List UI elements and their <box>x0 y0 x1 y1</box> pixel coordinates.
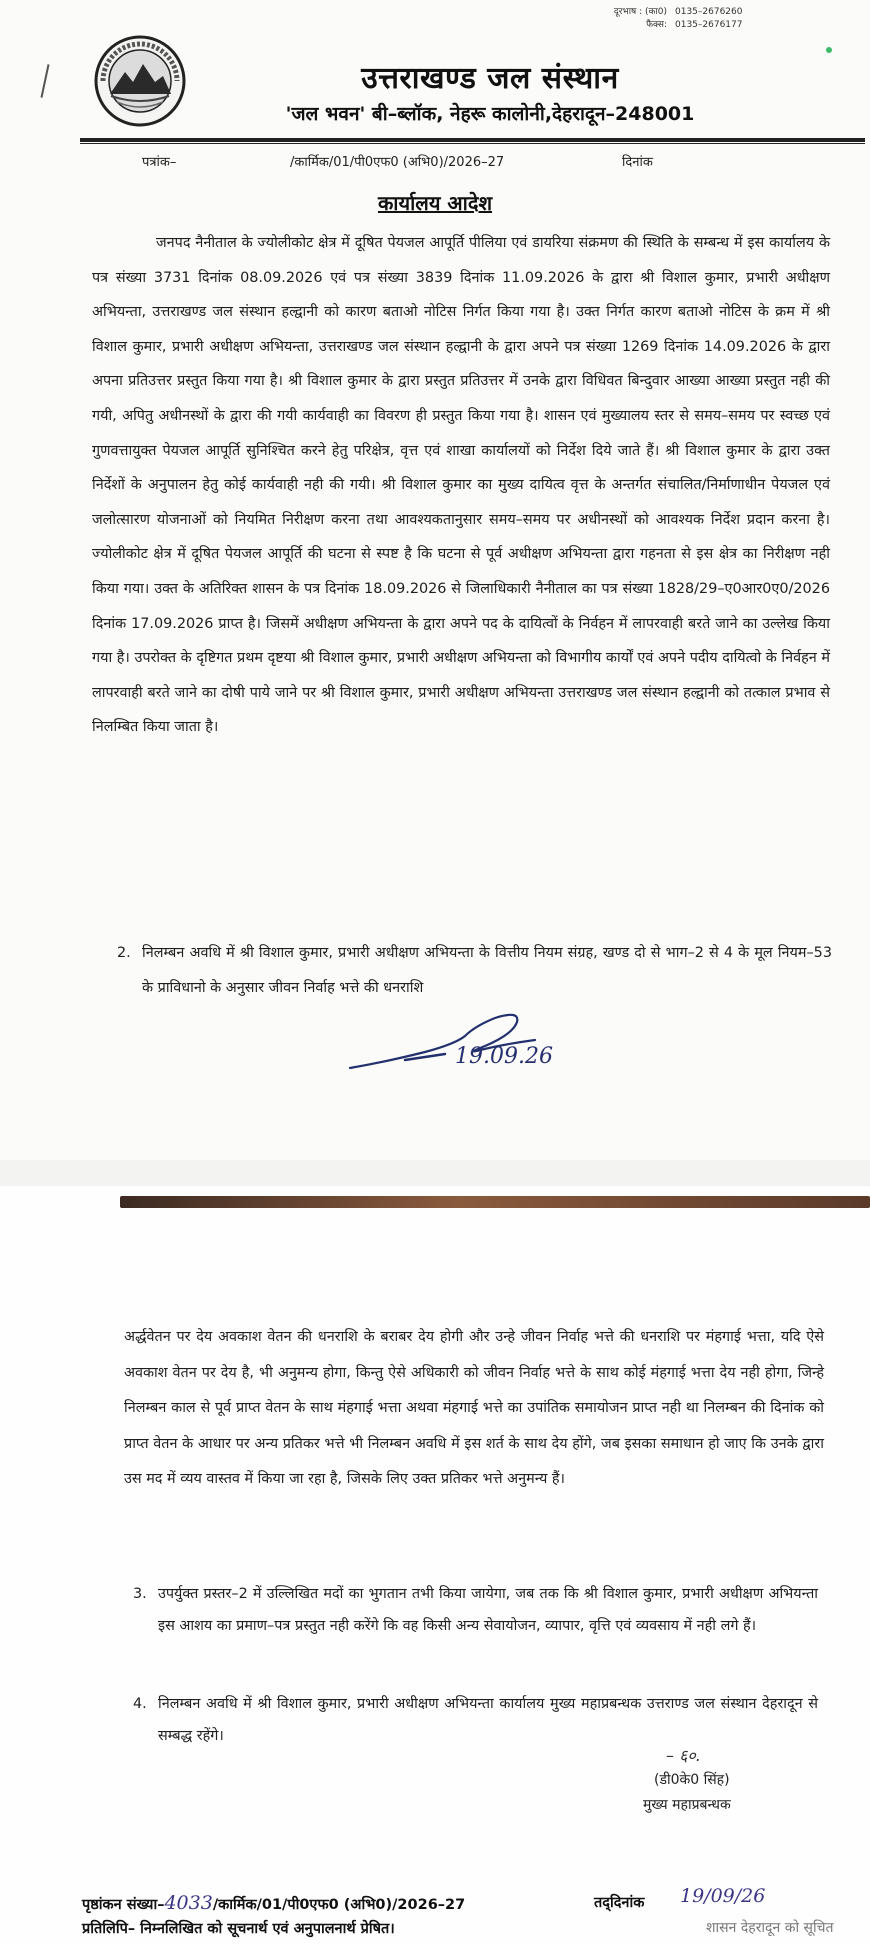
reference-date-label: दिनांक <box>622 155 653 170</box>
point-2-number: 2. <box>117 945 131 961</box>
fax-label: फैक्स: <box>646 20 667 30</box>
order-heading: कार्यालय आदेश <box>377 191 493 215</box>
point-3-number: 3. <box>133 1586 147 1602</box>
point-3-text: उपर्युक्त प्रस्तर–2 में उल्लिखित मदों का भुगतान तभी किया जायेगा, जब तक कि श्री विशाल कुमार, प्रभारी अधीक्षण अभियन्ता इस आशय का प्रमाण–पत्र प्रस्तुत नही करेंगे कि वह किसी अन्य सेवायोजन, व्यापार, वृत्ति एवं व्यवसाय में नही लगे हैं। <box>158 1586 819 1634</box>
order-point-2-part-a <box>117 936 832 1005</box>
signature-date: 19.09.26 <box>455 1044 553 1069</box>
endorsement-date: 19/09/26 <box>680 1885 766 1907</box>
organization-name: उत्तराखण्ड जल संस्थान <box>361 61 619 96</box>
phone-label: दूरभाष : (का0) <box>613 7 667 17</box>
order-sheet-page-2 <box>0 1186 870 1944</box>
order-point-4 <box>133 1688 818 1752</box>
endorsement-date-label: तद्‌दिनांक <box>594 1895 645 1911</box>
page-gap <box>0 1160 870 1186</box>
signatory-name: (डी0के0 सिंह) <box>654 1772 730 1788</box>
organization-address: 'जल भवन' बी–ब्लॉक, नेहरू कालोनी,देहरादून–248001 <box>285 103 695 125</box>
copy-to-tail: शासन देहरादून को सूचित <box>706 1920 834 1936</box>
page-2-top-edge <box>120 1196 870 1208</box>
organization-logo-icon <box>93 34 187 128</box>
endorsement-line <box>82 1892 465 1914</box>
scan-dot <box>826 47 832 53</box>
fax-number: 0135–2676177 <box>675 20 743 30</box>
order-paragraph-1: जनपद नैनीताल के ज्योलीकोट क्षेत्र में दूषित पेयजल आपूर्ति पीलिया एवं डायरिया संक्रमण की स्थिति के सम्बन्ध में इस कार्यालय के पत्र संख्या 3731 दिनांक 08.09.2026 एवं पत्र संख्या 3839 दिनांक 11.09.2026 के द्वारा श्री विशाल कुमार, प्रभारी अधीक्षण अभियन्ता, उत्तराखण्ड जल संस्थान हल्द्वानी को कारण बताओ नोटिस निर्गत किया गया है। उक्त निर्गत कारण बताओ नोटिस के क्रम में श्री विशाल कुमार, प्रभारी अधीक्षण अभियन्ता, उत्तराखण्ड जल संस्थान हल्द्वानी के द्वारा अपने पत्र संख्या 1269 दिनांक 14.09.2026 के द्वारा अपना प्रतिउत्तर प्रस्तुत किया गया है। श्री विशाल कुमार के द्वारा प्रस्तुत प्रतिउत्तर में उनके द्वारा विधिवत बिन्दुवार आख्या आख्या प्रस्तुत नही की गयी, अपितु अधीनस्थों के द्वारा की गयी कार्यवाही का विवरण ही प्रस्तुत किया गया है। शासन एवं मुख्यालय स्तर से समय–समय पर स्वच्छ एवं गुणवत्तायुक्त पेयजल आपूर्ति सुनिश्चित करने हेतु परिक्षेत्र, वृत्त एवं शाखा कार्यालयों को निर्देश दिये जाते हैं। श्री विशाल कुमार के द्वारा उक्त निर्देशों के अनुपालन हेतु कोई कार्यवाही नही की गयी। श्री विशाल कुमार का मुख्य दायित्व वृत्त के अन्तर्गत संचालित/निर्माणाधीन पेयजल एवं जलोत्सारण योजनाओं को नियमित निरीक्षण करना तथा आवश्यकतानुसार समय–समय पर अधीनस्थों को आवश्यक निर्देश प्रदान करना है। ज्योलीकोट क्षेत्र में दूषित पेयजल आपूर्ति की घटना से स्पष्ट है कि घटना से पूर्व अधीक्षण अभियन्ता द्वारा गहनता से इस क्षेत्र का निरीक्षण नही किया गया। उक्त के अतिरिक्त शासन के पत्र दिनांक 18.09.2026 से जिलाधिकारी नैनीताल का पत्र संख्या 1828/29–ए0आर0ए0/2026 दिनांक 17.09.2026 प्राप्त है। जिसमें अधीक्षण अभियन्ता के द्वारा अपने पद के दायित्वों के निर्वहन में लापरवाही बरते जाने का उल्लेख किया गया है। उपरोक्त के दृष्टिगत प्रथम दृष्टया श्री विशाल कुमार, प्रभारी अधीक्षण अभियन्ता को विभागीय कार्यों एवं अपने पदीय दायित्वो के निर्वहन में लापरवाही बरते जाने का दोषी पाये जाने पर श्री विशाल कुमार, प्रभारी अधीक्षण अभियन्ता उत्तराखण्ड जल संस्थान हल्द्वानी को तत्काल प्रभाव से निलम्बित किया जाता है। <box>92 235 830 736</box>
header-rule-thin <box>80 143 865 144</box>
signatory-initials: – ६०. <box>666 1746 701 1765</box>
endorsement-label: पृष्ठांकन संख्या– <box>82 1897 165 1913</box>
order-point-3 <box>133 1578 819 1642</box>
order-point-2-part-b: अर्द्धवेतन पर देय अवकाश वेतन की धनराशि के बराबर देय होगी और उन्हे जीवन निर्वाह भत्ते की धनराशि पर मंहगाई भत्ता, यदि ऐसे अवकाश वेतन पर देय है, भी अनुमन्य होगा, किन्तु ऐसे अधिकारी को जीवन निर्वाह भत्ते के साथ कोई मंहगाई भत्ता देय नही होगा, जिन्हे निलम्बन काल से पूर्व प्राप्त वेतन के साथ मंहगाई भत्ता अथवा मंहगाई भत्ते का उपांतिक समायोजन प्राप्त नही था निलम्बन की दिनांक को प्राप्त वेतन के आधार पर अन्य प्रतिकर भत्ते भी निलम्बन अवधि में इस शर्त के साथ देय होंगे, जब इसका समाधान हो जाए कि उनके द्वारा उस मद में व्यय वास्तव में किया जा रहा है, जिसके लिए उक्त प्रतिकर भत्ते अनुमन्य हैं। <box>124 1329 825 1488</box>
endorsement-reference: /कार्मिक/01/पी0एफ0 (अभि0)/2026–27 <box>212 1897 466 1913</box>
reference-label: पत्रांक– <box>142 155 177 170</box>
point-4-text: निलम्बन अवधि में श्री विशाल कुमार, प्रभारी अधीक्षण अभियन्ता कार्यालय मुख्य महाप्रबन्धक उत्तराण्ड जल संस्थान देहरादून से सम्बद्ध रहेंगे। <box>158 1696 818 1744</box>
point-2-text-a: निलम्बन अवधि में श्री विशाल कुमार, प्रभारी अधीक्षण अभियन्ता के वित्तीय नियम संग्रह, खण्ड दो से भाग–2 से 4 के मूल नियम–53 के प्राविधानो के अनुसार जीवन निर्वाह भत्ते की धनराशि <box>142 945 832 996</box>
point-4-number: 4. <box>133 1696 147 1712</box>
signatory-title: मुख्य महाप्रबन्धक <box>643 1797 731 1813</box>
endorsement-number: 4033 <box>164 1892 213 1914</box>
copy-to-line: प्रतिलिपि– निम्नलिखित को सूचनार्थ एवं अनुपालनार्थ प्रेषित। <box>82 1921 395 1937</box>
contact-block <box>575 6 743 32</box>
phone-number: 0135–2676260 <box>675 7 743 17</box>
reference-number: /कार्मिक/01/पी0एफ0 (अभि0)/2026–27 <box>290 155 505 170</box>
header-rule <box>80 138 865 142</box>
